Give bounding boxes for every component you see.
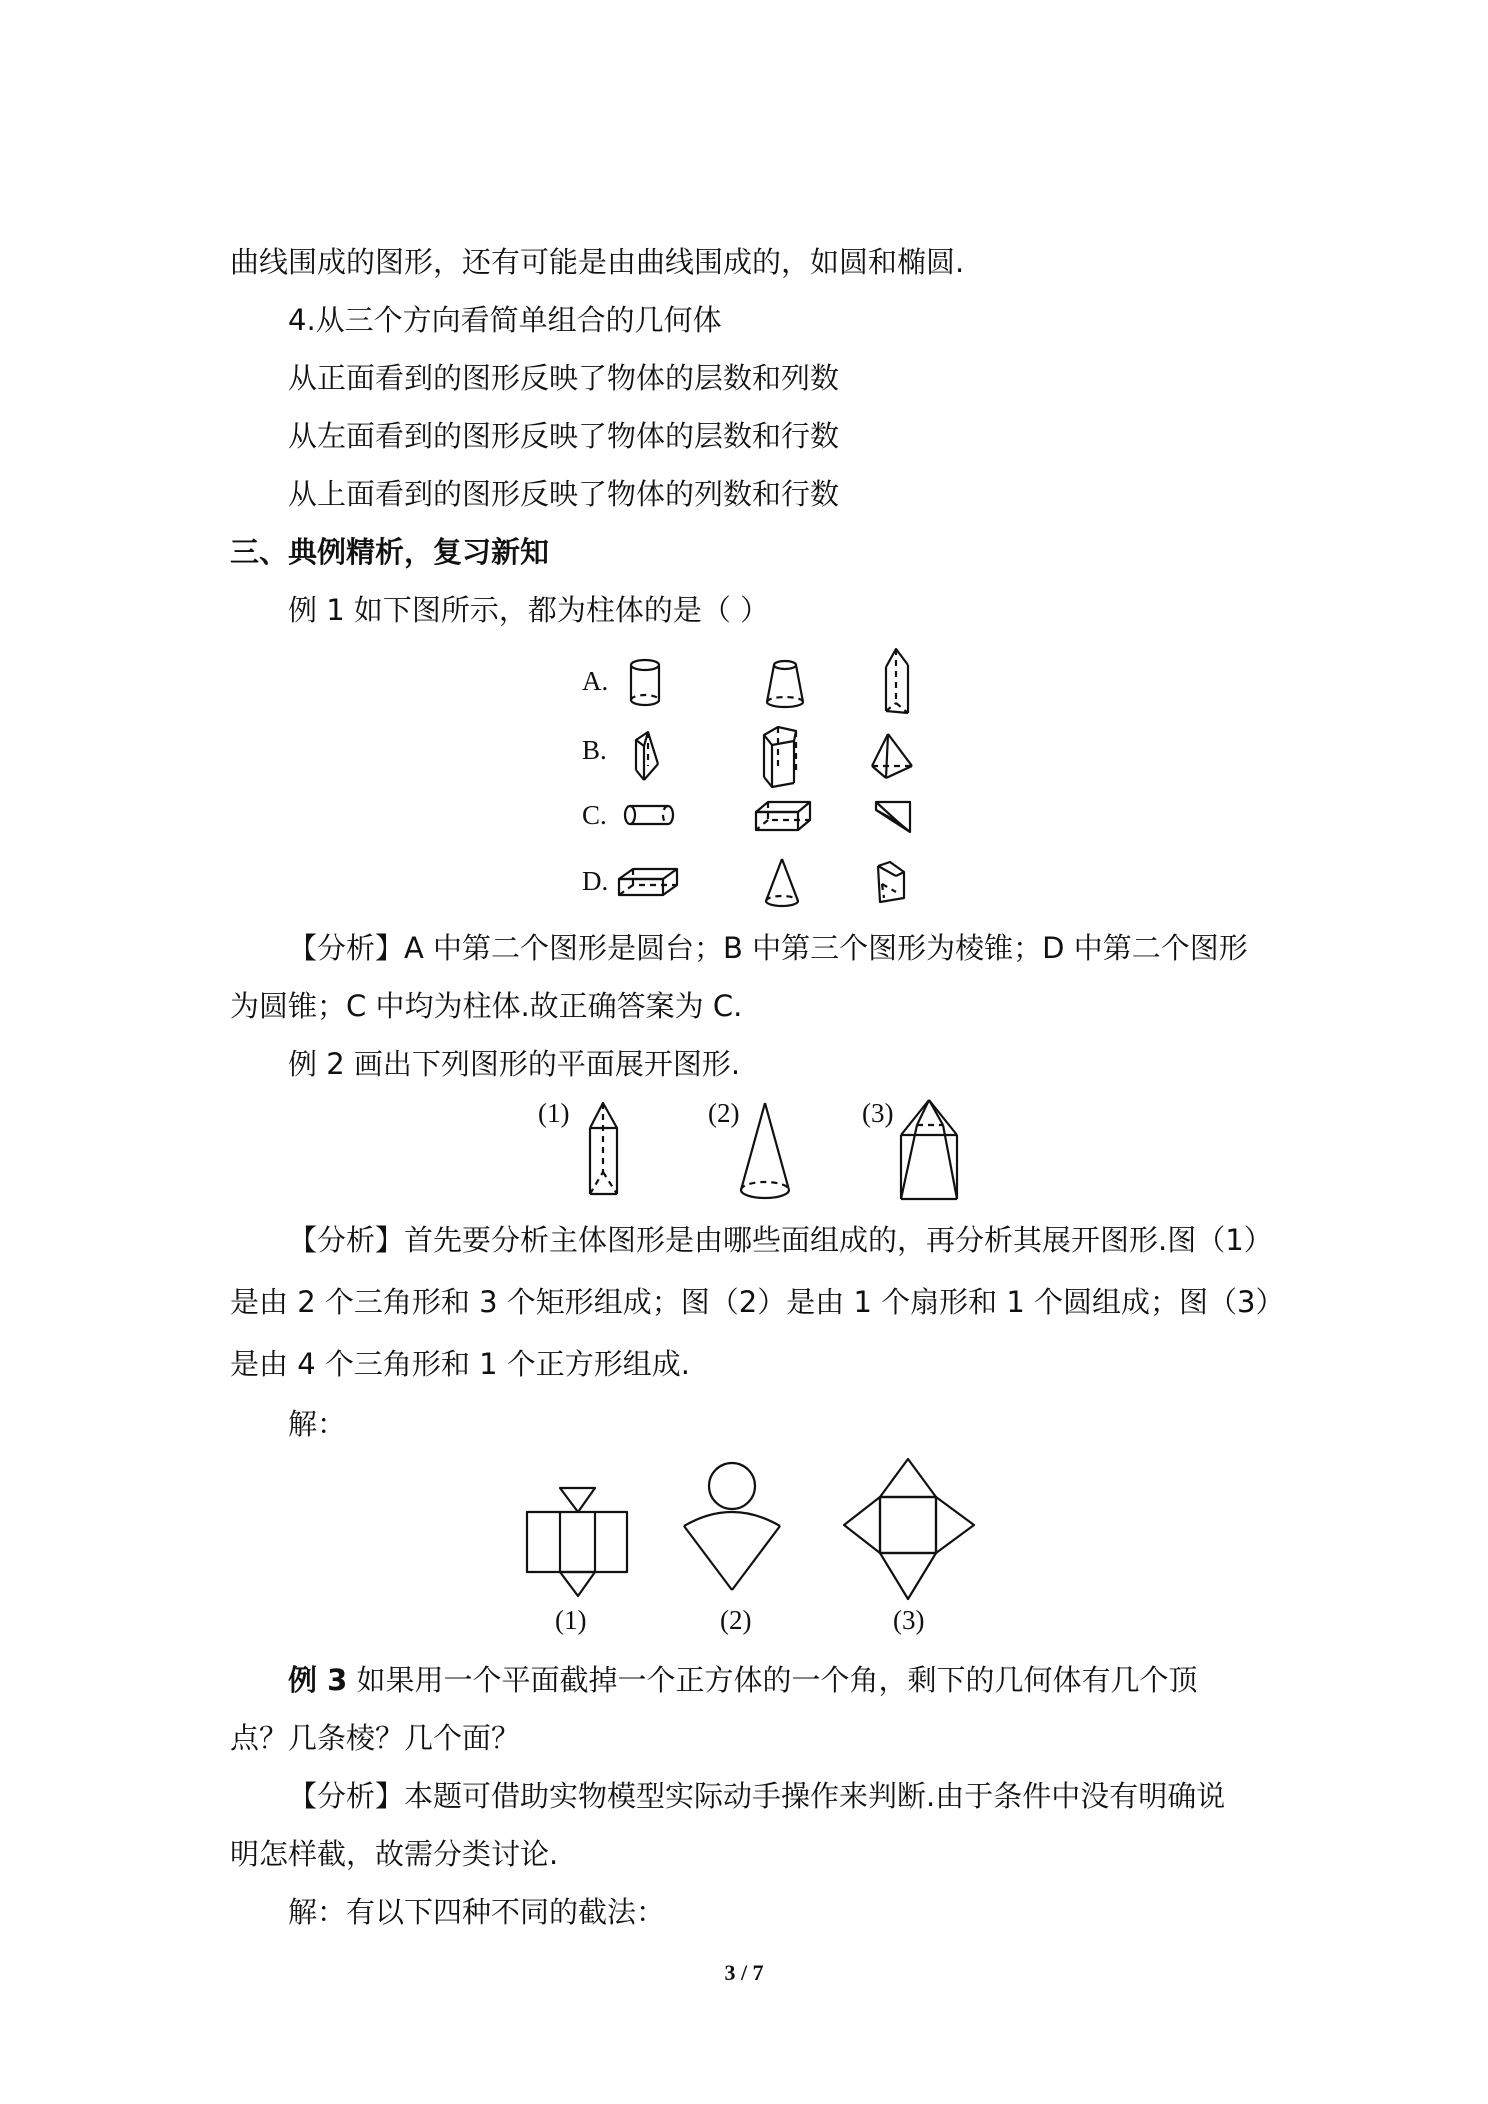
net-label-1: (1) bbox=[555, 1605, 587, 1635]
solution-2: 解： bbox=[288, 1407, 347, 1441]
triangular-prism-lying-shape bbox=[872, 796, 917, 841]
option-label-a: A. bbox=[582, 666, 609, 696]
flat-cuboid-shape bbox=[615, 865, 685, 905]
option-label-b: B. bbox=[582, 735, 607, 765]
text-line: 从正面看到的图形反映了物体的层数和列数 bbox=[288, 361, 840, 395]
cone-shape bbox=[758, 855, 808, 915]
section-heading: 4.从三个方向看简单组合的几何体 bbox=[288, 303, 722, 337]
prism-net-figure bbox=[525, 1480, 630, 1600]
pyramid-net-figure bbox=[840, 1455, 980, 1605]
cylinder-shape bbox=[620, 655, 670, 715]
text-line: 曲线围成的图形，还有可能是由曲线围成的，如圆和椭圆. bbox=[230, 245, 965, 279]
cuboid-shape bbox=[752, 798, 817, 838]
analysis-2-cont: 是由 2 个三角形和 3 个矩形组成；图（2）是由 1 个扇形和 1 个圆组成；图（3） bbox=[230, 1285, 1285, 1319]
truncated-cube-shape bbox=[870, 858, 915, 908]
pentagonal-prism-shape bbox=[758, 723, 808, 793]
horizontal-cylinder-shape bbox=[620, 800, 680, 830]
option-label-d: D. bbox=[582, 866, 609, 896]
example-3-text: 如果用一个平面截掉一个正方体的一个角，剩下的几何体有几个顶 bbox=[347, 1663, 1198, 1697]
triangular-prism-figure bbox=[585, 1098, 625, 1198]
prism-with-apex-shape bbox=[878, 645, 918, 720]
pyramid-shape bbox=[868, 730, 918, 785]
cone-figure bbox=[735, 1098, 795, 1203]
option-label-c: C. bbox=[582, 800, 607, 830]
square-pyramid-on-prism-figure bbox=[895, 1095, 965, 1205]
analysis-3-cont: 明怎样截，故需分类讨论. bbox=[230, 1837, 559, 1871]
example-3-label: 例 3 bbox=[288, 1663, 348, 1697]
figure-label-3: (3) bbox=[862, 1098, 894, 1128]
triangular-prism-shape bbox=[630, 728, 670, 788]
example-3 bbox=[288, 1660, 1198, 1700]
analysis-1-cont: 为圆锥；C 中均为柱体.故正确答案为 C. bbox=[230, 989, 743, 1023]
section-title: 三、典例精析，复习新知 bbox=[230, 535, 550, 569]
figure-label-1: (1) bbox=[538, 1098, 570, 1128]
analysis-2: 【分析】首先要分析主体图形是由哪些面组成的，再分析其展开图形.图（1） bbox=[288, 1223, 1273, 1257]
frustum-shape bbox=[755, 655, 815, 715]
figure-label-2: (2) bbox=[708, 1098, 740, 1128]
net-label-3: (3) bbox=[893, 1605, 925, 1635]
example-1: 例 1 如下图所示，都为柱体的是（ ） bbox=[288, 593, 770, 627]
cone-net-figure bbox=[678, 1458, 788, 1598]
text-line: 从左面看到的图形反映了物体的层数和行数 bbox=[288, 419, 840, 453]
example-3-cont: 点？几条棱？几个面？ bbox=[230, 1721, 521, 1755]
analysis-1: 【分析】A 中第二个图形是圆台；B 中第三个图形为棱锥；D 中第二个图形 bbox=[288, 931, 1248, 965]
page-number: 3 / 7 bbox=[724, 1960, 764, 1985]
solution-3: 解：有以下四种不同的截法： bbox=[288, 1895, 666, 1929]
net-label-2: (2) bbox=[720, 1605, 752, 1635]
text-line: 从上面看到的图形反映了物体的列数和行数 bbox=[288, 477, 840, 511]
analysis-2-cont: 是由 4 个三角形和 1 个正方形组成. bbox=[230, 1347, 690, 1381]
example-2: 例 2 画出下列图形的平面展开图形. bbox=[288, 1047, 741, 1081]
analysis-3: 【分析】本题可借助实物模型实际动手操作来判断.由于条件中没有明确说 bbox=[288, 1779, 1226, 1813]
